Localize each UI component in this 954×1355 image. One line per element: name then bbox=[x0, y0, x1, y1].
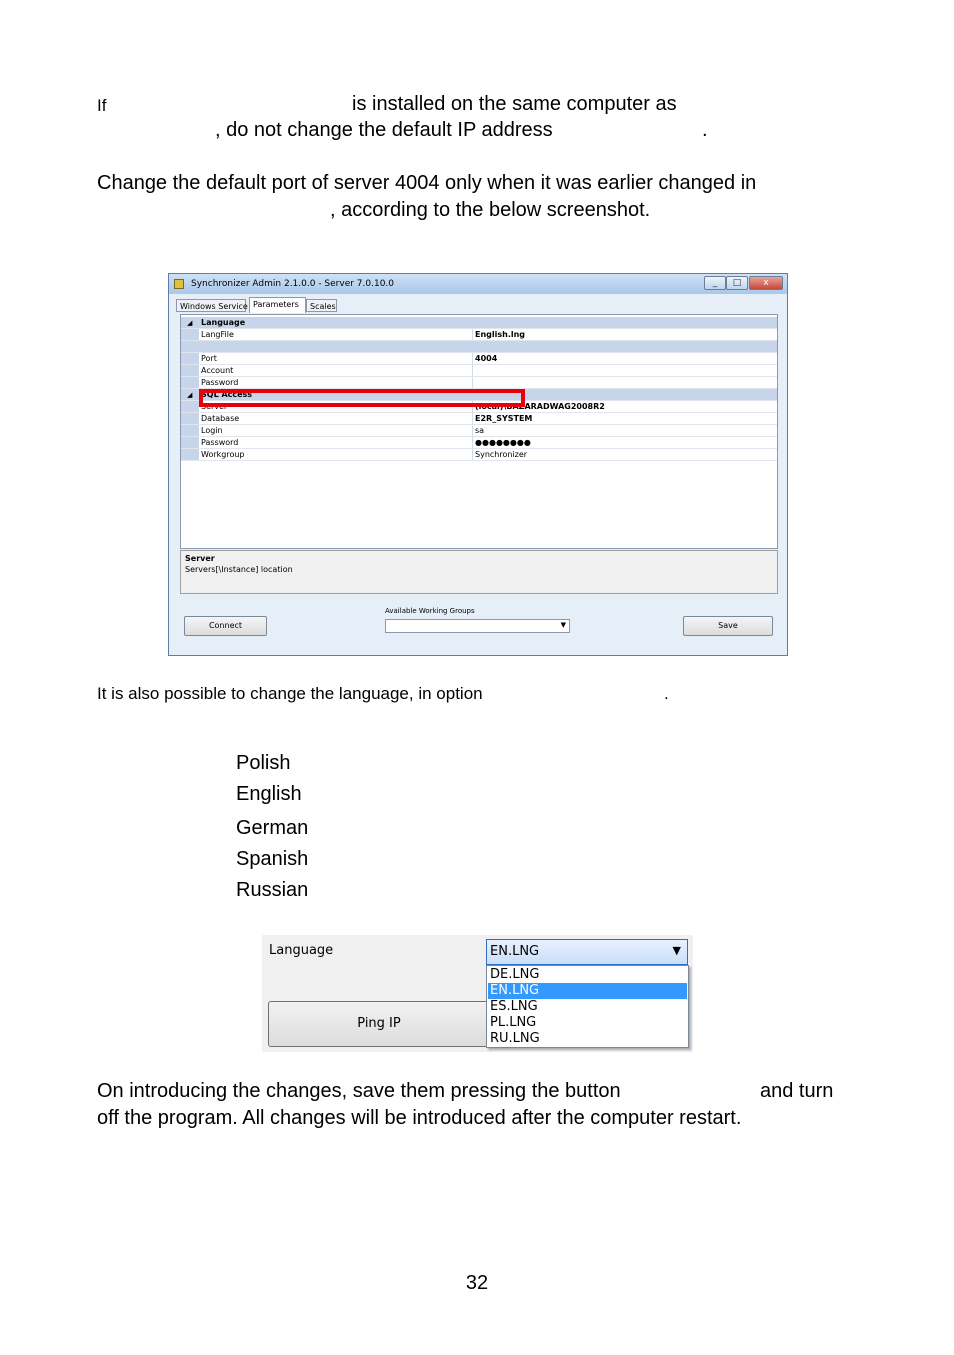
property-row[interactable]: Server (local)\BAZARADWAG2008R2 bbox=[181, 401, 777, 413]
paragraph3-period: . bbox=[664, 684, 669, 703]
description-title: Server bbox=[185, 554, 215, 563]
paragraph4-line2: off the program. All changes will be introduced after the computer restart. bbox=[97, 1107, 742, 1129]
property-row[interactable]: Account bbox=[181, 365, 777, 377]
property-row[interactable]: Workgroup Synchronizer bbox=[181, 449, 777, 461]
property-row[interactable]: Password bbox=[181, 377, 777, 389]
collapse-icon[interactable]: ◢ bbox=[187, 391, 193, 399]
chevron-down-icon: ▼ bbox=[672, 944, 681, 957]
description-text: Servers[\Instance] location bbox=[185, 565, 293, 574]
ping-ip-button[interactable]: Ping IP bbox=[268, 1001, 490, 1047]
language-option-selected[interactable]: EN.LNG bbox=[488, 983, 687, 999]
category-sql-access[interactable]: ◢ SQL Access bbox=[181, 389, 777, 401]
paragraph1-line2: , do not change the default IP address bbox=[215, 119, 553, 141]
property-row[interactable]: LangFile English.lng bbox=[181, 329, 777, 341]
language-option[interactable]: RU.LNG bbox=[490, 1031, 540, 1046]
close-icon[interactable]: x bbox=[749, 276, 783, 290]
maximize-icon[interactable]: □ bbox=[726, 276, 748, 290]
paragraph1-period: . bbox=[702, 119, 708, 141]
category-language[interactable]: ◢ Language bbox=[181, 317, 777, 329]
page-number: 32 bbox=[465, 1272, 489, 1294]
window-title: Synchronizer Admin 2.1.0.0 - Server 7.0.10.0 bbox=[191, 279, 395, 289]
property-grid bbox=[180, 314, 778, 549]
connect-button[interactable]: Connect bbox=[184, 616, 267, 636]
language-item: Polish bbox=[236, 752, 291, 774]
property-row[interactable]: Login sa bbox=[181, 425, 777, 437]
property-row[interactable]: Database E2R_SYSTEM bbox=[181, 413, 777, 425]
language-options-list bbox=[486, 965, 689, 1048]
language-option[interactable]: DE.LNG bbox=[490, 967, 540, 982]
language-item: German bbox=[236, 817, 309, 839]
language-label: Language bbox=[269, 943, 334, 958]
tab-parameters[interactable]: Parameters bbox=[249, 297, 306, 313]
language-item: Spanish bbox=[236, 848, 309, 870]
tab-windows-service[interactable]: Windows Service bbox=[176, 299, 246, 312]
paragraph4-line1-end: and turn bbox=[760, 1080, 834, 1102]
paragraph2-line2: , according to the below screenshot. bbox=[330, 199, 651, 221]
chevron-down-icon: ▼ bbox=[560, 621, 566, 629]
available-working-groups-select[interactable] bbox=[385, 619, 570, 633]
paragraph3-line1: It is also possible to change the language, in option bbox=[97, 684, 483, 703]
language-dropdown-screenshot bbox=[262, 935, 693, 1052]
paragraph4-line1: On introducing the changes, save them pressing the button bbox=[97, 1080, 621, 1102]
paragraph2-line1: Change the default port of server 4004 only when it was earlier changed in bbox=[97, 172, 757, 194]
tab-scales[interactable]: Scales bbox=[306, 299, 337, 312]
window-titlebar bbox=[169, 274, 787, 294]
port-highlight-box bbox=[199, 389, 525, 407]
minimize-icon[interactable]: _ bbox=[704, 276, 726, 290]
language-select[interactable]: EN.LNG ▼ bbox=[486, 939, 688, 965]
paragraph1-if: If bbox=[97, 96, 107, 115]
property-row[interactable]: Password ●●●●●●●● bbox=[181, 437, 777, 449]
language-option[interactable]: ES.LNG bbox=[490, 999, 538, 1014]
category-hidden bbox=[181, 341, 777, 353]
save-button[interactable]: Save bbox=[683, 616, 773, 636]
collapse-icon[interactable]: ◢ bbox=[187, 319, 193, 327]
language-option[interactable]: PL.LNG bbox=[490, 1015, 537, 1030]
synchronizer-window-screenshot bbox=[168, 273, 788, 656]
property-row-port[interactable]: Port 4004 bbox=[181, 353, 777, 365]
language-item: Russian bbox=[236, 879, 309, 901]
description-panel bbox=[180, 550, 778, 594]
app-icon bbox=[174, 279, 184, 289]
language-item: English bbox=[236, 783, 302, 805]
paragraph1-line1: is installed on the same computer as bbox=[352, 93, 677, 115]
available-working-groups-label: Available Working Groups bbox=[385, 607, 475, 615]
